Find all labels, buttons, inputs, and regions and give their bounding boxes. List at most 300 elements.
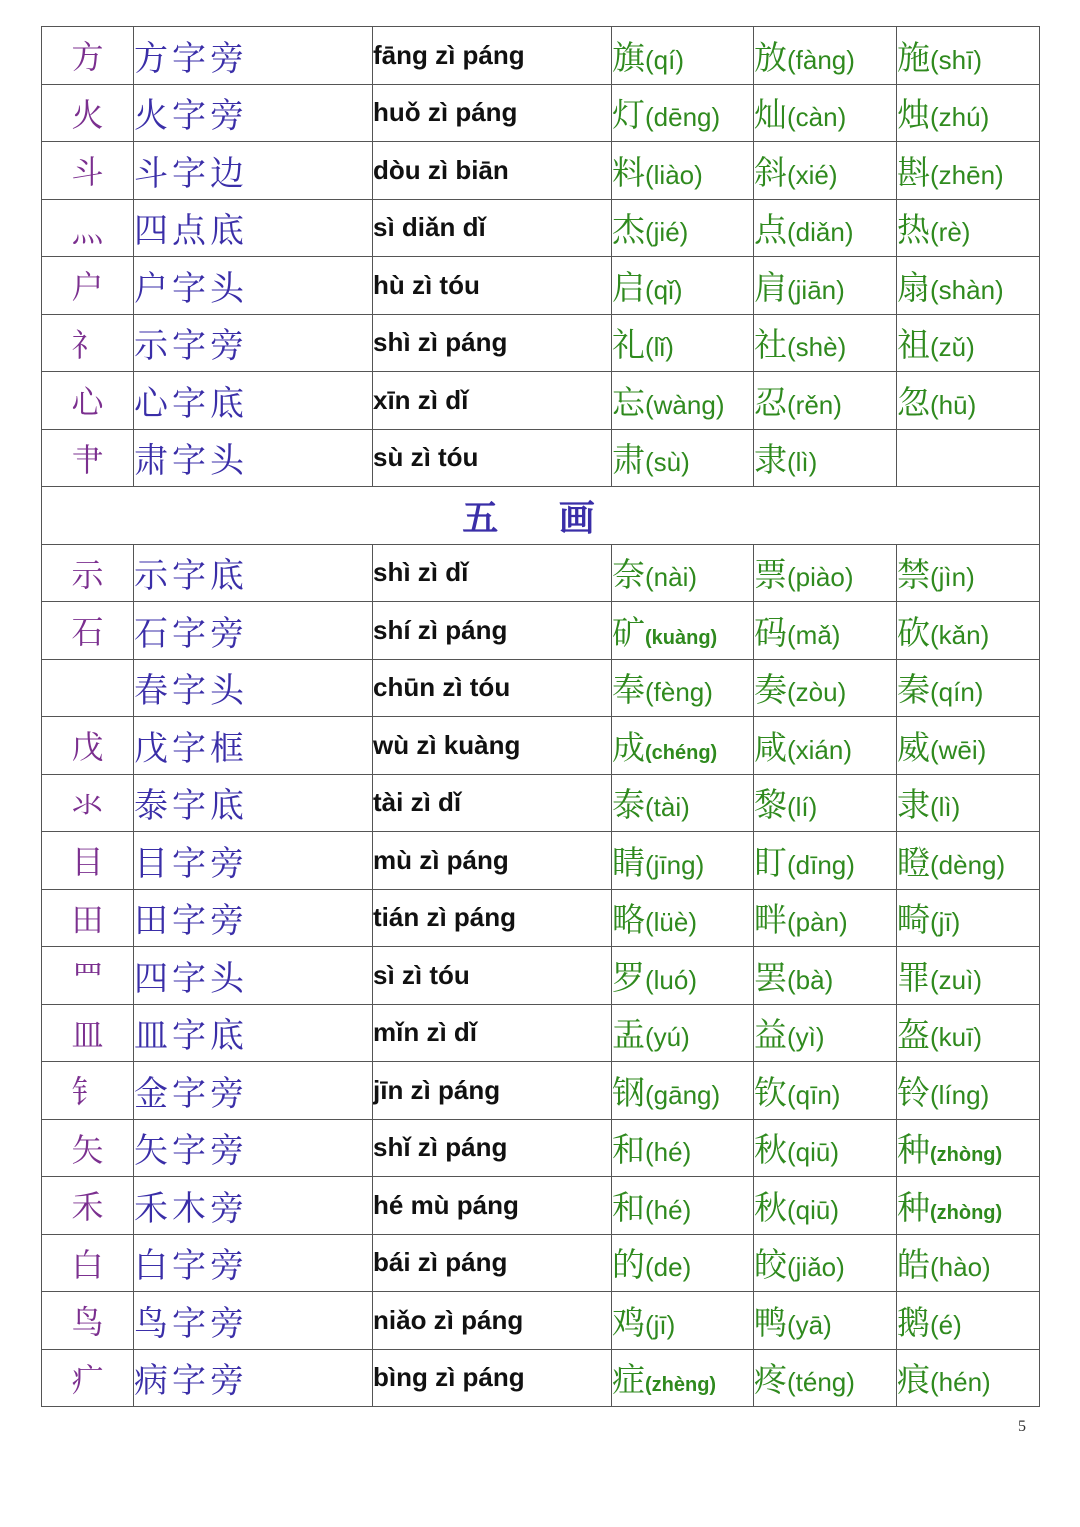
example-pinyin: (hén) xyxy=(930,1367,991,1398)
example-char: 种 xyxy=(897,1130,930,1170)
example-pinyin: (pàn) xyxy=(787,907,848,938)
radical-cell: 石 xyxy=(42,602,134,660)
radical-cell xyxy=(42,659,134,717)
example-cell xyxy=(612,1349,754,1407)
radical-cell: 皿 xyxy=(42,1004,134,1062)
example-char: 隶 xyxy=(754,440,787,480)
table-row xyxy=(42,429,1040,487)
pinyin-cell: tián zì páng xyxy=(373,889,612,947)
example-char: 瞪 xyxy=(897,842,930,882)
example-cell xyxy=(754,84,897,142)
example-pinyin: (luó) xyxy=(645,964,698,995)
example-char: 皎 xyxy=(754,1245,787,1285)
example-char: 旗 xyxy=(612,37,645,77)
radical-cell: 户 xyxy=(42,257,134,315)
example-cell xyxy=(897,602,1040,660)
example-pinyin: (líng) xyxy=(930,1079,990,1110)
example-char: 忽 xyxy=(897,382,930,422)
example-char: 的 xyxy=(612,1245,645,1285)
example-pinyin: (shàn) xyxy=(930,274,1004,305)
radical-name-cell: 春字头 xyxy=(134,659,373,717)
radical-name-cell: 皿字底 xyxy=(134,1004,373,1062)
example-char: 放 xyxy=(754,37,787,77)
example-cell xyxy=(897,889,1040,947)
section-title: 五 画 xyxy=(42,487,1040,545)
table-row xyxy=(42,372,1040,430)
example-cell xyxy=(612,774,754,832)
example-cell xyxy=(612,27,754,85)
example-pinyin: (rěn) xyxy=(787,389,842,420)
example-cell xyxy=(612,199,754,257)
example-char: 热 xyxy=(897,210,930,250)
table-row xyxy=(42,1119,1040,1177)
example-pinyin: (kuī) xyxy=(930,1022,982,1053)
example-cell xyxy=(754,1177,897,1235)
radical-name-cell: 金字旁 xyxy=(134,1062,373,1120)
pinyin-cell: sì zì tóu xyxy=(373,947,612,1005)
example-char: 烛 xyxy=(897,95,930,135)
pinyin-cell: xīn zì dǐ xyxy=(373,372,612,430)
example-pinyin: (yā) xyxy=(787,1309,832,1340)
table-row xyxy=(42,84,1040,142)
example-pinyin: (kuàng) xyxy=(645,626,718,649)
example-pinyin: (yì) xyxy=(787,1022,825,1053)
example-cell xyxy=(897,142,1040,200)
example-cell xyxy=(612,1177,754,1235)
example-pinyin: (zhèng) xyxy=(645,1374,717,1397)
radical-cell: 田 xyxy=(42,889,134,947)
example-cell xyxy=(897,774,1040,832)
example-cell xyxy=(754,1349,897,1407)
example-char: 成 xyxy=(612,727,645,767)
pinyin-cell: wù zì kuàng xyxy=(373,717,612,775)
example-cell xyxy=(612,1292,754,1350)
example-cell xyxy=(612,1119,754,1177)
example-cell xyxy=(612,314,754,372)
example-pinyin: (dèng) xyxy=(930,849,1006,880)
table-row xyxy=(42,199,1040,257)
example-char: 黎 xyxy=(754,785,787,825)
example-char: 鹅 xyxy=(897,1302,930,1342)
pinyin-cell: chūn zì tóu xyxy=(373,659,612,717)
example-char: 畸 xyxy=(897,900,930,940)
radical-name-cell: 示字底 xyxy=(134,544,373,602)
example-pinyin: (piào) xyxy=(787,562,854,593)
example-pinyin: (hé) xyxy=(645,1194,692,1225)
example-cell xyxy=(897,257,1040,315)
example-char: 痕 xyxy=(897,1360,930,1400)
example-char: 罗 xyxy=(612,957,645,997)
radical-cell: 心 xyxy=(42,372,134,430)
example-cell xyxy=(754,1119,897,1177)
example-pinyin: (dīng) xyxy=(787,849,855,880)
example-pinyin: (qīn) xyxy=(787,1079,841,1110)
example-pinyin: (qiū) xyxy=(787,1194,840,1225)
example-cell xyxy=(754,314,897,372)
radical-cell: 矢 xyxy=(42,1119,134,1177)
example-pinyin: (jī) xyxy=(645,1309,676,1340)
example-cell xyxy=(897,947,1040,1005)
example-pinyin: (de) xyxy=(645,1252,692,1283)
radical-cell: 目 xyxy=(42,832,134,890)
example-char: 票 xyxy=(754,555,787,595)
example-cell xyxy=(754,1234,897,1292)
example-pinyin: (shè) xyxy=(787,332,847,363)
example-char: 铃 xyxy=(897,1072,930,1112)
example-pinyin: (gāng) xyxy=(645,1079,721,1110)
radical-cell: 肀 xyxy=(42,429,134,487)
example-cell xyxy=(754,544,897,602)
example-char: 和 xyxy=(612,1187,645,1227)
radical-name-cell: 病字旁 xyxy=(134,1349,373,1407)
section-header-group xyxy=(42,487,1040,545)
example-char: 奏 xyxy=(754,670,787,710)
table-row xyxy=(42,257,1040,315)
example-pinyin: (bà) xyxy=(787,964,834,995)
example-pinyin: (xié) xyxy=(787,159,838,190)
example-char: 略 xyxy=(612,900,645,940)
example-pinyin: (zhòng) xyxy=(930,1144,1003,1167)
radical-name-cell: 户字头 xyxy=(134,257,373,315)
example-pinyin: (qín) xyxy=(930,677,984,708)
example-char: 疼 xyxy=(754,1360,787,1400)
example-char: 盯 xyxy=(754,842,787,882)
example-cell xyxy=(612,257,754,315)
example-char: 泰 xyxy=(612,785,645,825)
example-char: 种 xyxy=(897,1187,930,1227)
radical-cell: 罒 xyxy=(42,947,134,1005)
table-row xyxy=(42,774,1040,832)
example-char: 扇 xyxy=(897,267,930,307)
example-char: 隶 xyxy=(897,785,930,825)
example-cell xyxy=(612,659,754,717)
example-cell xyxy=(612,544,754,602)
example-cell xyxy=(754,889,897,947)
table-row xyxy=(42,314,1040,372)
radical-cell: 戊 xyxy=(42,717,134,775)
example-cell xyxy=(897,1177,1040,1235)
example-pinyin: (wàng) xyxy=(645,389,725,420)
table-row xyxy=(42,602,1040,660)
example-char: 症 xyxy=(612,1360,645,1400)
example-pinyin: (jiǎo) xyxy=(787,1252,845,1283)
rows-group-a xyxy=(42,27,1040,487)
radical-name-cell: 斗字边 xyxy=(134,142,373,200)
example-pinyin: (chéng) xyxy=(645,741,718,764)
example-char: 盔 xyxy=(897,1015,930,1055)
example-pinyin: (wēi) xyxy=(930,734,987,765)
table-row xyxy=(42,832,1040,890)
example-pinyin: (zòu) xyxy=(787,677,847,708)
example-cell xyxy=(897,1004,1040,1062)
example-pinyin: (dēng) xyxy=(645,102,721,133)
example-char: 肩 xyxy=(754,267,787,307)
example-char: 睛 xyxy=(612,842,645,882)
pinyin-cell: shì zì dǐ xyxy=(373,544,612,602)
radical-name-cell: 田字旁 xyxy=(134,889,373,947)
example-cell xyxy=(897,1234,1040,1292)
radical-name-cell: 泰字底 xyxy=(134,774,373,832)
example-char: 罢 xyxy=(754,957,787,997)
example-pinyin: (téng) xyxy=(787,1367,855,1398)
example-pinyin: (lüè) xyxy=(645,907,698,938)
example-cell xyxy=(897,1119,1040,1177)
pinyin-cell: jīn zì páng xyxy=(373,1062,612,1120)
pinyin-cell: bìng zì páng xyxy=(373,1349,612,1407)
example-char: 鸭 xyxy=(754,1302,787,1342)
radical-cell: 方 xyxy=(42,27,134,85)
example-char: 益 xyxy=(754,1015,787,1055)
example-pinyin: (fàng) xyxy=(787,44,855,75)
example-cell xyxy=(612,717,754,775)
example-char: 码 xyxy=(754,612,787,652)
example-cell xyxy=(754,142,897,200)
example-cell xyxy=(897,659,1040,717)
example-char: 盂 xyxy=(612,1015,645,1055)
example-char: 灯 xyxy=(612,95,645,135)
example-char: 钦 xyxy=(754,1072,787,1112)
radical-name-cell: 戊字框 xyxy=(134,717,373,775)
example-char: 钢 xyxy=(612,1072,645,1112)
example-pinyin: (fèng) xyxy=(645,677,713,708)
rows-group-b xyxy=(42,544,1040,1407)
example-pinyin: (sù) xyxy=(645,447,690,478)
table-row xyxy=(42,947,1040,1005)
example-cell xyxy=(897,27,1040,85)
example-pinyin: (kǎn) xyxy=(930,619,990,650)
example-char: 秋 xyxy=(754,1187,787,1227)
radical-name-cell: 矢字旁 xyxy=(134,1119,373,1177)
example-pinyin: (qǐ) xyxy=(645,274,683,305)
example-char: 罪 xyxy=(897,957,930,997)
example-cell xyxy=(754,27,897,85)
radical-name-cell: 方字旁 xyxy=(134,27,373,85)
example-cell xyxy=(612,372,754,430)
radical-name-cell: 目字旁 xyxy=(134,832,373,890)
table-row xyxy=(42,659,1040,717)
radical-name-cell: 禾木旁 xyxy=(134,1177,373,1235)
example-cell xyxy=(754,372,897,430)
example-pinyin: (zǔ) xyxy=(930,332,975,363)
example-cell xyxy=(612,84,754,142)
example-pinyin: (zhēn) xyxy=(930,159,1004,190)
radical-cell: 斗 xyxy=(42,142,134,200)
example-char: 斟 xyxy=(897,152,930,192)
example-char: 禁 xyxy=(897,555,930,595)
radical-cell: 禾 xyxy=(42,1177,134,1235)
example-char: 启 xyxy=(612,267,645,307)
example-pinyin: (é) xyxy=(930,1309,962,1340)
example-cell xyxy=(612,1062,754,1120)
page-number: 5 xyxy=(1018,1418,1026,1435)
pinyin-cell: shí zì páng xyxy=(373,602,612,660)
example-pinyin: (lì) xyxy=(930,792,961,823)
table-row xyxy=(42,717,1040,775)
example-char: 奈 xyxy=(612,555,645,595)
radical-name-cell: 火字旁 xyxy=(134,84,373,142)
pinyin-cell: dòu zì biān xyxy=(373,142,612,200)
example-cell xyxy=(612,889,754,947)
pinyin-cell: bái zì páng xyxy=(373,1234,612,1292)
example-char: 灿 xyxy=(754,95,787,135)
example-pinyin: (jié) xyxy=(645,217,689,248)
example-pinyin: (tài) xyxy=(645,792,690,823)
example-char: 砍 xyxy=(897,612,930,652)
example-char: 祖 xyxy=(897,325,930,365)
example-cell xyxy=(897,832,1040,890)
example-cell xyxy=(754,199,897,257)
table-row xyxy=(42,1234,1040,1292)
pinyin-cell: mǐn zì dǐ xyxy=(373,1004,612,1062)
radical-cell: 鸟 xyxy=(42,1292,134,1350)
radical-name-cell: 示字旁 xyxy=(134,314,373,372)
example-char: 鸡 xyxy=(612,1302,645,1342)
example-cell xyxy=(754,1004,897,1062)
example-pinyin: (diǎn) xyxy=(787,217,854,248)
example-cell xyxy=(754,602,897,660)
example-pinyin: (hé) xyxy=(645,1137,692,1168)
radical-name-cell: 心字底 xyxy=(134,372,373,430)
example-pinyin: (mǎ) xyxy=(787,619,841,650)
example-cell xyxy=(897,1349,1040,1407)
example-pinyin: (rè) xyxy=(930,217,971,248)
example-char: 料 xyxy=(612,152,645,192)
example-pinyin: (càn) xyxy=(787,102,847,133)
example-cell xyxy=(612,1004,754,1062)
example-cell xyxy=(897,1062,1040,1120)
example-pinyin: (zhòng) xyxy=(930,1201,1003,1224)
example-cell xyxy=(897,372,1040,430)
pinyin-cell: sì diǎn dǐ xyxy=(373,199,612,257)
example-pinyin: (jīng) xyxy=(645,849,705,880)
table-row xyxy=(42,27,1040,85)
table-row xyxy=(42,1177,1040,1235)
example-char: 畔 xyxy=(754,900,787,940)
example-cell xyxy=(612,832,754,890)
example-pinyin: (nài) xyxy=(645,562,698,593)
example-char: 施 xyxy=(897,37,930,77)
example-char: 社 xyxy=(754,325,787,365)
pinyin-cell: fāng zì páng xyxy=(373,27,612,85)
pinyin-cell: mù zì páng xyxy=(373,832,612,890)
example-char: 秦 xyxy=(897,670,930,710)
table-row xyxy=(42,889,1040,947)
example-cell xyxy=(897,84,1040,142)
radical-cell: 钅 xyxy=(42,1062,134,1120)
example-char: 杰 xyxy=(612,210,645,250)
radical-name-cell: 肃字头 xyxy=(134,429,373,487)
pinyin-cell: tài zì dǐ xyxy=(373,774,612,832)
radical-name-cell: 石字旁 xyxy=(134,602,373,660)
example-cell xyxy=(612,1234,754,1292)
radicals-table xyxy=(41,26,1040,1407)
radical-name-cell: 鸟字旁 xyxy=(134,1292,373,1350)
example-pinyin: (jiān) xyxy=(787,274,845,305)
example-pinyin: (xián) xyxy=(787,734,853,765)
radical-cell: 氺 xyxy=(42,774,134,832)
pinyin-cell: shì zì páng xyxy=(373,314,612,372)
example-pinyin: (hū) xyxy=(930,389,977,420)
table-row xyxy=(42,1292,1040,1350)
example-cell xyxy=(897,1292,1040,1350)
table-row xyxy=(42,1349,1040,1407)
example-cell xyxy=(754,257,897,315)
radical-cell: 疒 xyxy=(42,1349,134,1407)
example-pinyin: (lí) xyxy=(787,792,818,823)
example-cell xyxy=(754,774,897,832)
example-char: 威 xyxy=(897,727,930,767)
example-cell xyxy=(612,429,754,487)
example-pinyin: (qiū) xyxy=(787,1137,840,1168)
pinyin-cell: shǐ zì páng xyxy=(373,1119,612,1177)
example-cell xyxy=(754,832,897,890)
example-cell xyxy=(897,429,1040,487)
example-char: 肃 xyxy=(612,440,645,480)
example-char: 秋 xyxy=(754,1130,787,1170)
table-row xyxy=(42,142,1040,200)
example-cell xyxy=(754,947,897,1005)
example-cell xyxy=(754,659,897,717)
radical-cell: 礻 xyxy=(42,314,134,372)
table-row xyxy=(42,1004,1040,1062)
example-pinyin: (zhú) xyxy=(930,102,990,133)
example-cell xyxy=(612,602,754,660)
table-row xyxy=(42,544,1040,602)
example-cell xyxy=(612,142,754,200)
pinyin-cell: huǒ zì páng xyxy=(373,84,612,142)
example-pinyin: (shī) xyxy=(930,44,982,75)
radical-name-cell: 白字旁 xyxy=(134,1234,373,1292)
example-char: 皓 xyxy=(897,1245,930,1285)
example-cell xyxy=(754,1062,897,1120)
example-pinyin: (zuì) xyxy=(930,964,982,995)
radical-cell: 示 xyxy=(42,544,134,602)
example-pinyin: (jī) xyxy=(930,907,961,938)
example-cell xyxy=(897,314,1040,372)
example-cell xyxy=(897,544,1040,602)
example-char: 斜 xyxy=(754,152,787,192)
example-pinyin: (qí) xyxy=(645,44,684,75)
section-header-row xyxy=(42,487,1040,545)
radical-cell: 火 xyxy=(42,84,134,142)
example-char: 礼 xyxy=(612,325,645,365)
example-char: 忍 xyxy=(754,382,787,422)
example-pinyin: (lì) xyxy=(787,447,818,478)
pinyin-cell: sù zì tóu xyxy=(373,429,612,487)
example-cell xyxy=(754,717,897,775)
table-row xyxy=(42,1062,1040,1120)
example-char: 奉 xyxy=(612,670,645,710)
example-pinyin: (hào) xyxy=(930,1252,991,1283)
example-pinyin: (yú) xyxy=(645,1022,690,1053)
example-cell xyxy=(897,199,1040,257)
example-cell xyxy=(754,1292,897,1350)
example-char: 忘 xyxy=(612,382,645,422)
example-pinyin: (jìn) xyxy=(930,562,975,593)
example-cell xyxy=(612,947,754,1005)
example-cell xyxy=(754,429,897,487)
radical-name-cell: 四点底 xyxy=(134,199,373,257)
example-pinyin: (liào) xyxy=(645,159,703,190)
example-cell xyxy=(897,717,1040,775)
example-pinyin: (lǐ) xyxy=(645,332,674,363)
pinyin-cell: hù zì tóu xyxy=(373,257,612,315)
pinyin-cell: niǎo zì páng xyxy=(373,1292,612,1350)
example-char: 咸 xyxy=(754,727,787,767)
example-char: 和 xyxy=(612,1130,645,1170)
example-char: 矿 xyxy=(612,612,645,652)
pinyin-cell: hé mù páng xyxy=(373,1177,612,1235)
